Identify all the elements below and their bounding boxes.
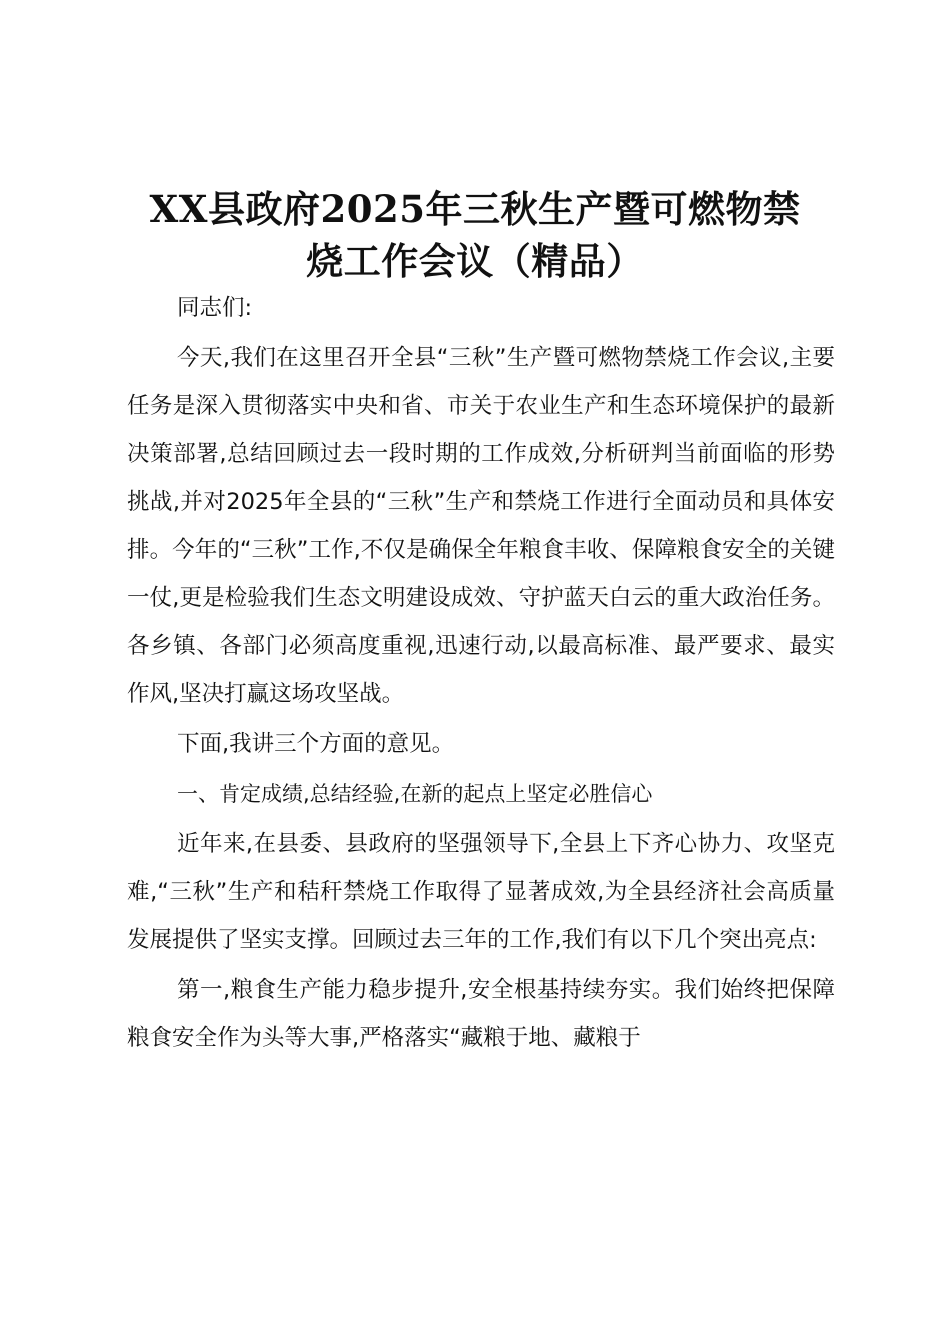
outline-paragraph: 下面,我讲三个方面的意见。 bbox=[177, 731, 455, 757]
section-heading-1: 一、肯定成绩,总结经验,在新的起点上坚定必胜信心 bbox=[177, 782, 653, 806]
intro-paragraph: 今天,我们在这里召开全县“三秋”生产暨可燃物禁烧工作会议,主要任务是深入贯彻落实中央和省、市关于农业生产和生态环境保护的最新决策部署,总结回顾过去一段时期的工作成效,分析研判当前面临的形势挑战,并对2025年全县的“三秋”生产和禁烧工作进行全面动员和具体安排。今年的“三秋”工作,不仅是确保全年粮食丰收、保障粮食安全的关键一仗,更是检验我们生态文明建设成效、守护蓝天白云的重大政治任务。各乡镇、各部门必须高度重视,迅速行动,以最高标准、最严要求、最实作风,坚决打赢这场攻坚战。 bbox=[127, 345, 835, 707]
document-title-line-2: 烧工作会议（精品） bbox=[306, 239, 644, 283]
section1-paragraph-1: 近年来,在县委、县政府的坚强领导下,全县上下齐心协力、攻坚克难,“三秋”生产和秸秆禁烧工作取得了显著成效,为全县经济社会高质量发展提供了坚实支撑。回顾过去三年的工作,我们有以下几个突出亮点: bbox=[127, 831, 835, 953]
greeting: 同志们: bbox=[177, 295, 253, 321]
document-title-line-1: XX县政府2025年三秋生产暨可燃物禁 bbox=[149, 187, 801, 231]
section1-paragraph-2: 第一,粮食生产能力稳步提升,安全根基持续夯实。我们始终把保障粮食安全作为头等大事,严格落实“藏粮于地、藏粮于 bbox=[127, 977, 835, 1051]
document-body bbox=[127, 284, 835, 1062]
